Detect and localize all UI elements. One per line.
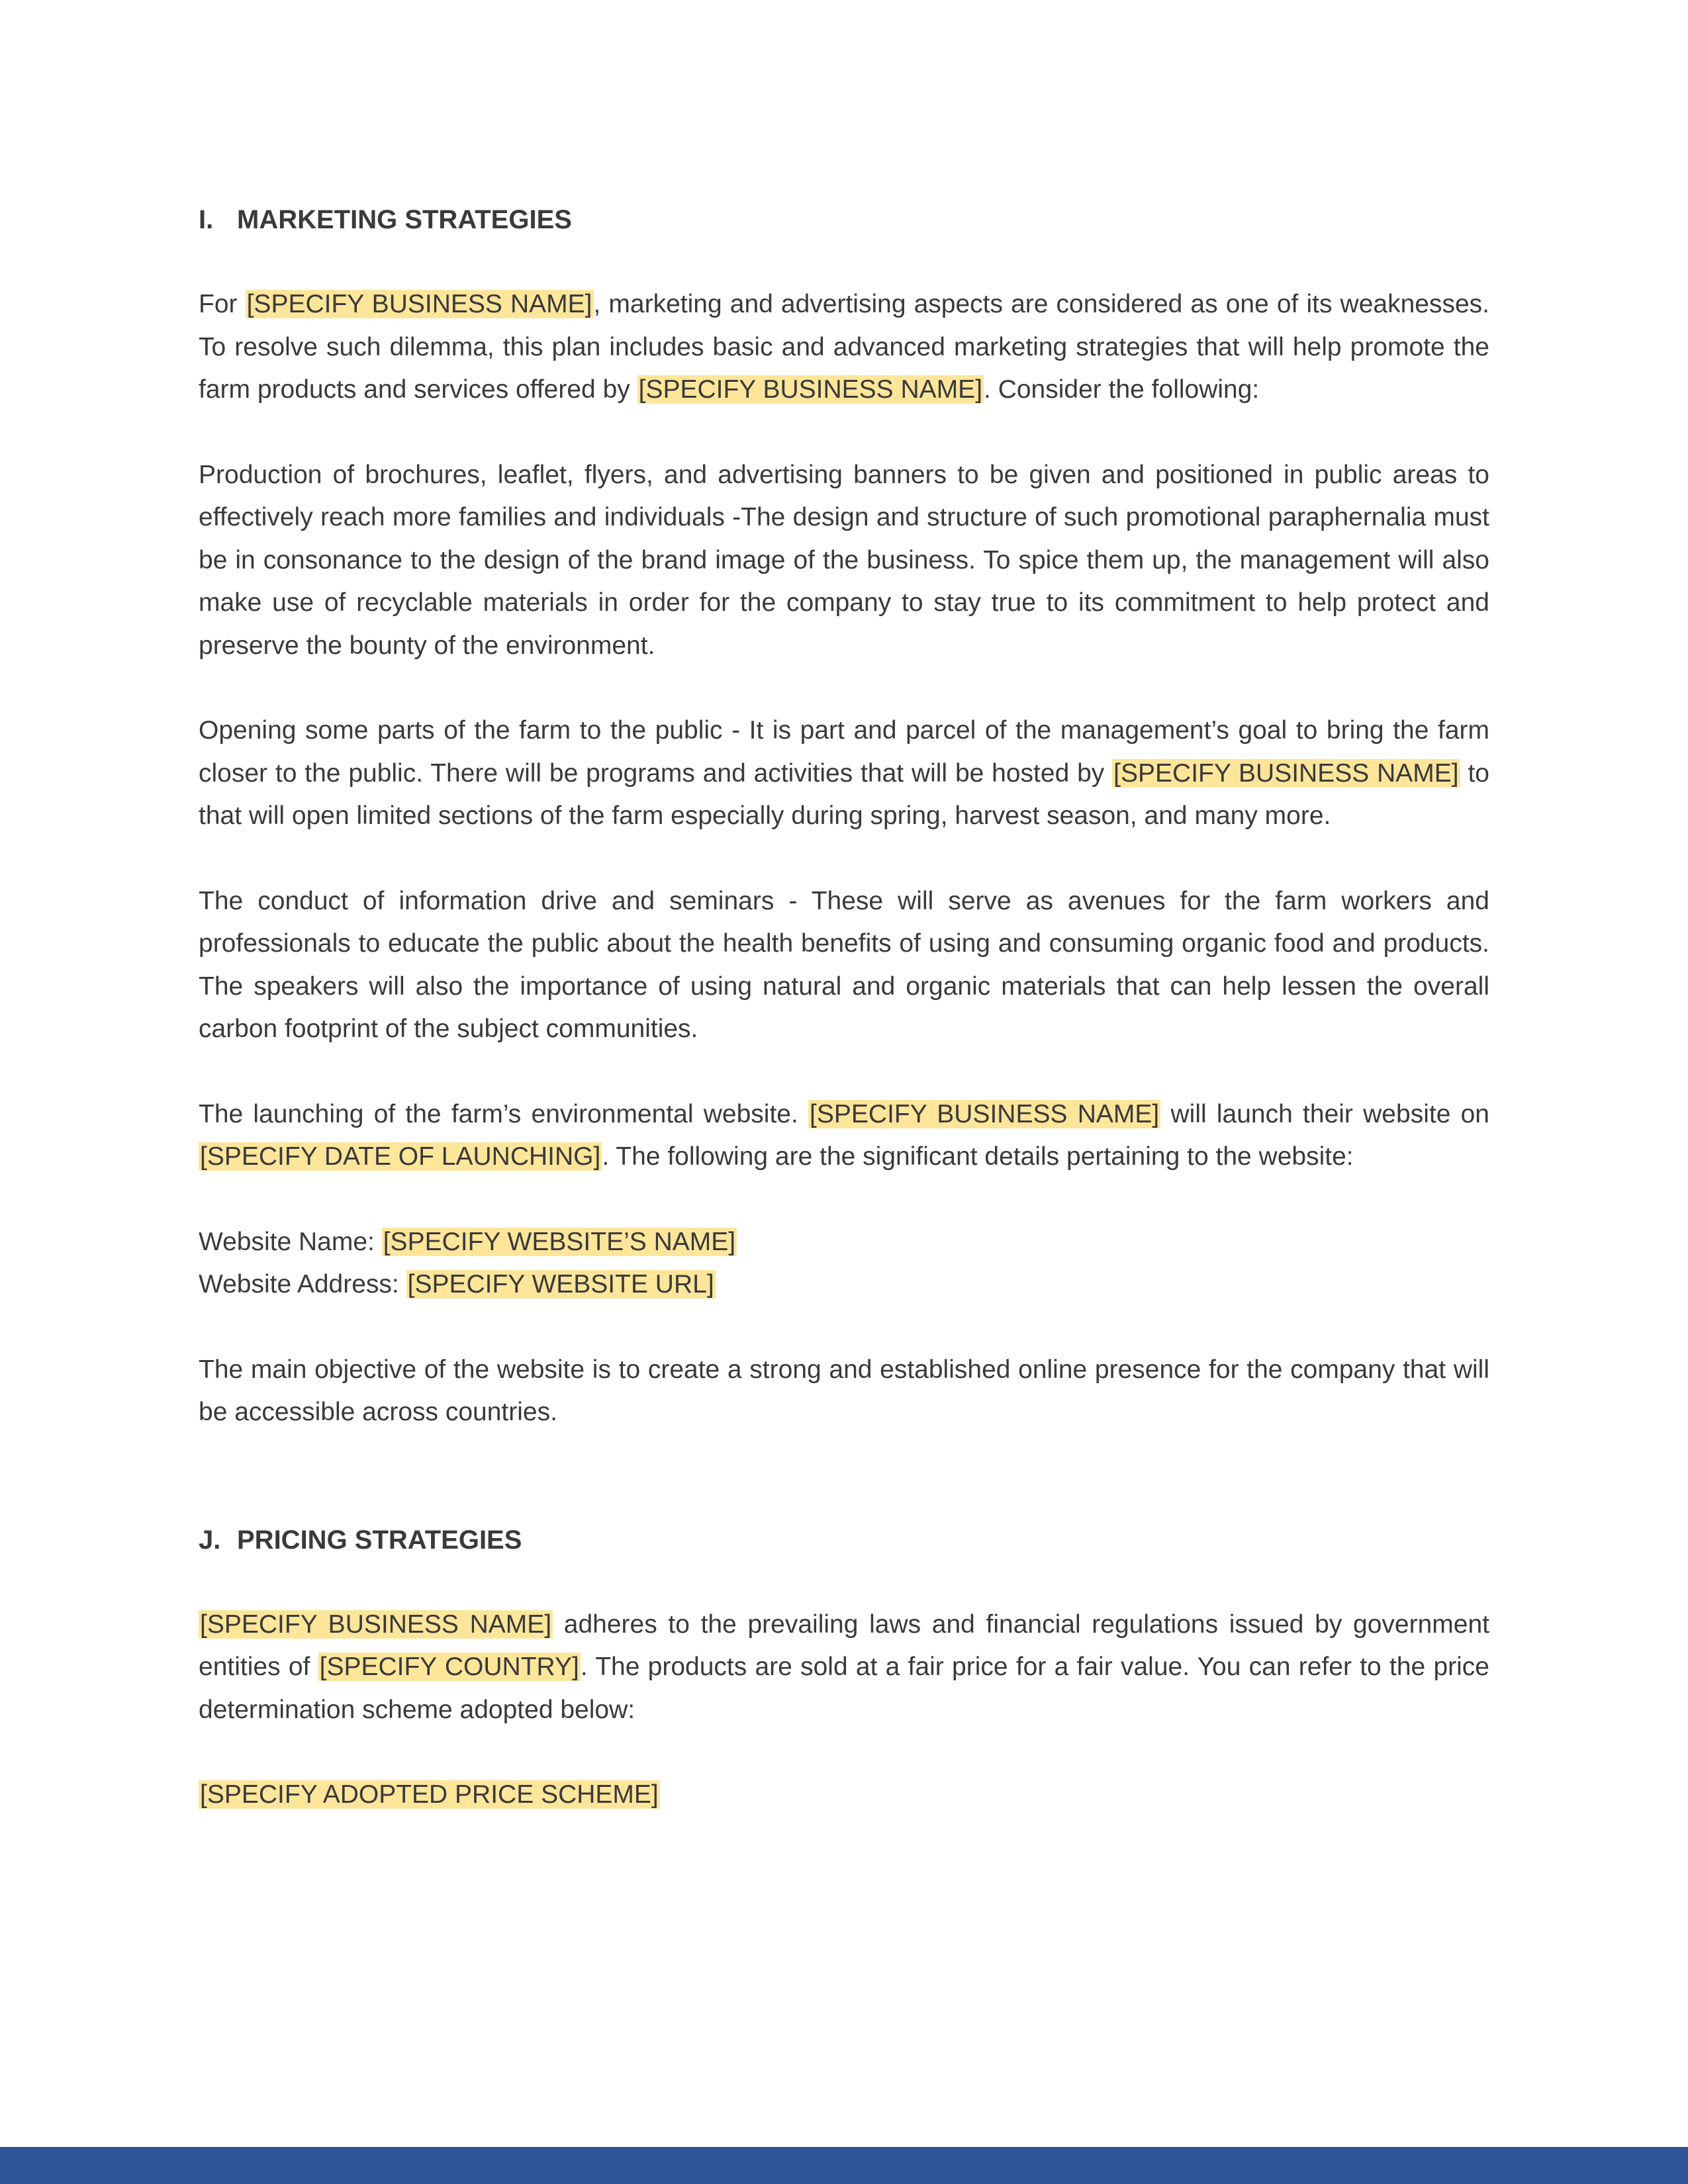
placeholder-business-name: [SPECIFY BUSINESS NAME]	[810, 1099, 1160, 1128]
text-run: will launch their website on	[1160, 1099, 1489, 1128]
text-run: . The products are sold at a fair price for a fair value. You can refer to the price determination scheme adopted below:	[199, 1653, 1489, 1724]
paragraph-marketing-intro	[199, 283, 1489, 412]
paragraph-production: Production of brochures, leaflet, flyers, and advertising banners to be given and positioned in public areas to effectively reach more families and individuals -The design and structure of such promotional paraphernalia must be in consonance to the design of the brand image of the business. To spice them up, the management will also make use of recyclable materials in order for the company to stay true to its commitment to help protect and preserve the bounty of the environment.	[199, 460, 1489, 660]
placeholder-business-name: [SPECIFY BUSINESS NAME]	[1113, 758, 1459, 788]
section-number: J.	[199, 1525, 221, 1555]
text-run: , marketing and advertising aspects are considered as one of its weaknesses. To resolve such dilemma, this plan includes basic and advanced marketing strategies that will help promote the farm products and services offered by	[199, 290, 1489, 404]
paragraph-seminars: The conduct of information drive and seminars - These will serve as avenues for the farm workers and professionals to educate the public about the health benefits of using and consuming organic food and products. The speakers will also the importance of using natural and organic materials that can help lessen the overall carbon footprint of the subject communities.	[199, 886, 1489, 1043]
section-spacer	[199, 1477, 1489, 1519]
text-run: . Consider the following:	[984, 375, 1260, 404]
footer-bar	[0, 2147, 1688, 2184]
placeholder-country: [SPECIFY COUNTRY]	[319, 1653, 579, 1681]
website-address-line	[199, 1263, 1489, 1306]
section-title: MARKETING STRATEGIES	[237, 205, 572, 234]
website-name-line	[199, 1221, 1489, 1264]
section-heading-pricing	[199, 1519, 1489, 1561]
placeholder-website-name: [SPECIFY WEBSITE’S NAME]	[383, 1227, 736, 1256]
placeholder-business-name: [SPECIFY BUSINESS NAME]	[200, 1610, 552, 1639]
text-run: For	[199, 290, 246, 318]
placeholder-launch-date: [SPECIFY DATE OF LAUNCHING]	[200, 1142, 601, 1171]
text-run: to that will open limited sections of the farm especially during spring, harvest season, and many more.	[199, 758, 1489, 830]
website-name-label: Website Name:	[199, 1227, 382, 1256]
text-run: . The following are the significant details pertaining to the website:	[602, 1142, 1354, 1171]
placeholder-price-scheme: [SPECIFY ADOPTED PRICE SCHEME]	[200, 1780, 659, 1809]
section-title: PRICING STRATEGIES	[237, 1525, 522, 1555]
text-run: adheres to the prevailing laws and financial regulations issued by government entities of	[199, 1610, 1489, 1681]
paragraph-pricing-intro	[199, 1604, 1489, 1732]
section-heading-marketing	[199, 199, 1489, 241]
paragraph-price-scheme	[199, 1774, 1489, 1817]
section-number: I.	[199, 205, 214, 234]
paragraph-website-objective: The main objective of the website is to create a strong and established online presence for the company that will be accessible across countries.	[199, 1355, 1489, 1426]
text-run: The launching of the farm’s environmental website.	[199, 1099, 809, 1128]
placeholder-business-name: [SPECIFY BUSINESS NAME]	[638, 375, 983, 404]
paragraph-website-launch	[199, 1093, 1489, 1179]
placeholder-website-url: [SPECIFY WEBSITE URL]	[407, 1270, 714, 1298]
paragraph-opening	[199, 709, 1489, 838]
document-body	[199, 199, 1489, 1859]
text-run: Opening some parts of the farm to the public - It is part and parcel of the management’s goal to bring the farm closer to the public. There will be programs and activities that will be hosted by	[199, 716, 1489, 788]
placeholder-business-name: [SPECIFY BUSINESS NAME]	[246, 290, 592, 318]
website-address-label: Website Address:	[199, 1270, 406, 1298]
